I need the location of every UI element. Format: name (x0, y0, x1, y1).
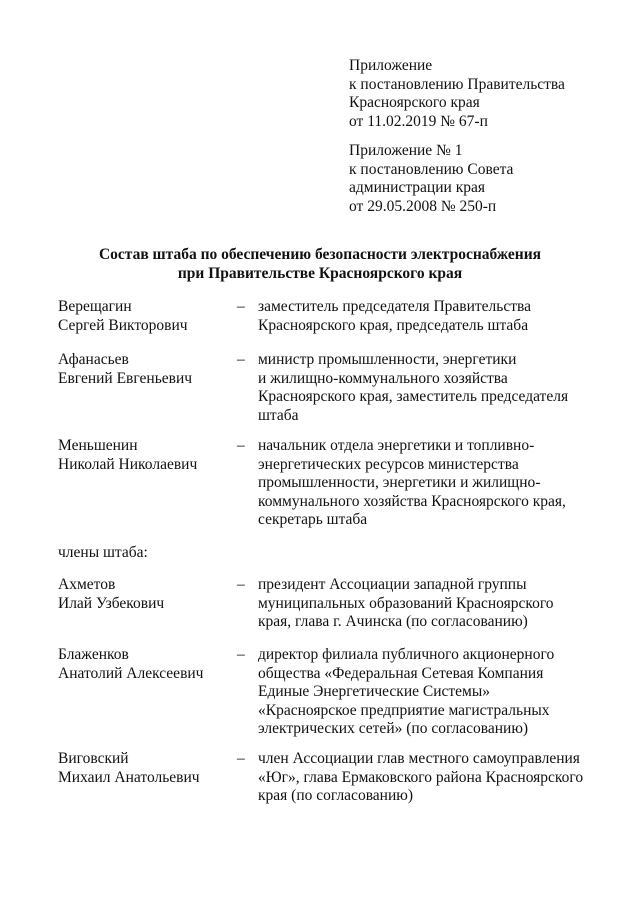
position-line: муниципальных образований Красноярского (258, 594, 554, 612)
surname: Афанасьев (58, 351, 129, 368)
appendix-1-header-line: от 29.05.2008 № 250-п (349, 197, 497, 215)
position-line: министр промышленности, энергетики (258, 351, 517, 368)
person-name (58, 351, 192, 388)
appendix-header-line: к постановлению Правительства (349, 75, 565, 93)
position-line: начальник отдела энергетики и топливно- (258, 437, 535, 454)
dash-separator: – (237, 351, 245, 368)
position-description (258, 351, 568, 425)
surname: Ахметов (58, 576, 116, 593)
appendix-header-line: от 11.02.2019 № 67-п (349, 112, 488, 130)
appendix-1-header-line: к постановлению Совета (349, 160, 514, 178)
document-title (0, 246, 640, 283)
members-section-label: члены штаба: (58, 544, 148, 561)
position-line: промышленности, энергетики и жилищно- (258, 474, 541, 491)
appendix-1-header-line: Приложение № 1 (349, 142, 463, 159)
dash-separator: – (237, 437, 245, 454)
position-line: «Красноярское предприятие магистральных (258, 701, 550, 719)
position-line: секретарь штаба (258, 511, 368, 528)
position-line: Единые Энергетические Системы» (258, 683, 491, 700)
document-title-line: Состав штаба по обеспечению безопасности электроснабжения (98, 246, 542, 263)
appendix-header-line: Приложение (349, 57, 433, 74)
appendix-header-line: Красноярского края (349, 94, 480, 111)
document-title-line: при Правительстве Красноярского края (177, 264, 463, 282)
surname: Виговский (58, 750, 129, 767)
position-line: член Ассоциации глав местного самоуправления (258, 750, 580, 767)
position-line: «Юг», глава Ермаковского района Красноярского (258, 768, 584, 786)
position-line: края, глава г. Ачинска (по согласованию) (258, 613, 528, 630)
person-name (58, 437, 197, 474)
dash-separator: – (237, 646, 245, 663)
position-description (258, 437, 566, 530)
position-line: и жилищно-коммунального хозяйства (258, 369, 508, 387)
given-names: Евгений Евгеньевич (58, 369, 193, 387)
surname: Верещагин (58, 298, 132, 315)
person-name (58, 750, 200, 787)
given-names: Сергей Викторович (58, 316, 188, 334)
position-line: заместитель председателя Правительства (258, 298, 532, 315)
position-description (258, 646, 554, 739)
given-names: Илай Узбекович (58, 594, 165, 612)
position-line: коммунального хозяйства Красноярского края, (258, 492, 566, 510)
person-name (58, 298, 188, 335)
dash-separator: – (237, 298, 245, 315)
given-names: Николай Николаевич (58, 455, 198, 473)
position-line: президент Ассоциации западной группы (258, 576, 527, 593)
person-name (58, 576, 164, 613)
position-description (258, 750, 583, 806)
position-line: энергетических ресурсов министерства (258, 455, 519, 473)
position-line: края (по согласованию) (258, 787, 414, 804)
appendix-header (349, 57, 565, 131)
position-line: электрических сетей» (по согласованию) (258, 720, 529, 737)
appendix-1-header-line: администрации края (349, 179, 485, 196)
position-line: директор филиала публичного акционерного (258, 646, 555, 663)
position-line: общества «Федеральная Сетевая Компания (258, 664, 544, 682)
surname: Блаженков (58, 646, 129, 663)
position-line: Красноярского края, председатель штаба (258, 316, 529, 334)
dash-separator: – (237, 750, 245, 767)
position-line: штаба (258, 406, 299, 424)
position-description (258, 576, 554, 632)
position-description (258, 298, 531, 335)
dash-separator: – (237, 576, 245, 593)
given-names: Анатолий Алексеевич (58, 664, 204, 682)
person-name (58, 646, 203, 683)
surname: Меньшенин (58, 437, 138, 454)
position-line: Красноярского края, заместитель председателя (258, 388, 569, 405)
appendix-1-header (349, 142, 513, 216)
given-names: Михаил Анатольевич (58, 768, 200, 786)
